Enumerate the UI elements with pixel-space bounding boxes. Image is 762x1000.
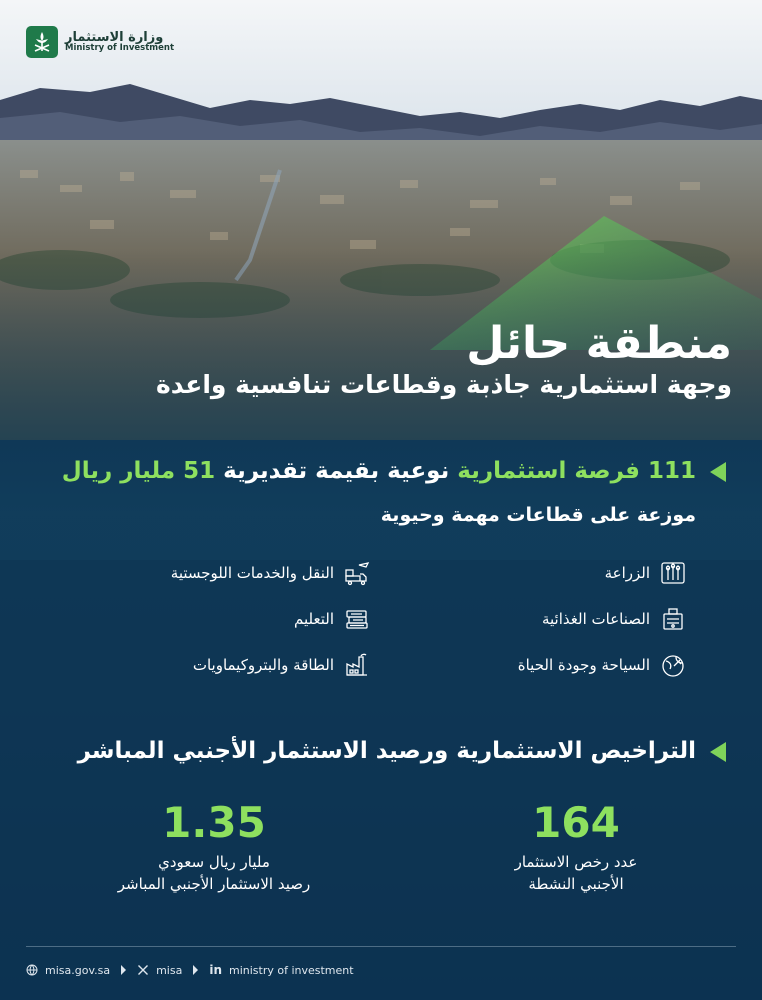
brand-name-en: Ministry of Investment bbox=[65, 43, 175, 54]
stat-label-line: مليار ريال سعودي bbox=[158, 853, 270, 871]
opportunities-value: 51 bbox=[183, 458, 216, 484]
x-logo-icon bbox=[137, 964, 149, 976]
separator-icon bbox=[121, 965, 126, 975]
sector-item bbox=[518, 652, 686, 678]
saudi-emblem-icon bbox=[26, 26, 58, 58]
sector-label: الزراعة bbox=[604, 564, 650, 582]
logistics-icon bbox=[344, 560, 370, 586]
sector-item bbox=[605, 560, 686, 586]
sector-item bbox=[193, 652, 370, 678]
sector-item bbox=[171, 560, 370, 586]
stat-value-licenses: 164 bbox=[532, 798, 620, 847]
opportunities-label: فرصة استثمارية bbox=[457, 458, 640, 484]
brand-name-ar: وزارة الاستثمار bbox=[65, 29, 164, 45]
stat-label-licenses bbox=[446, 852, 706, 896]
sector-label: الطاقة والبتروكيماويات bbox=[192, 656, 334, 674]
stat-label-line: عدد رخص الاستثمار bbox=[514, 853, 638, 871]
licenses-heading: التراخيص الاستثمارية ورصيد الاستثمار الأجنبي المباشر bbox=[77, 738, 696, 764]
opportunities-unit: مليار ريال bbox=[61, 458, 176, 484]
books-icon bbox=[344, 606, 370, 632]
stat-label-line: الأجنبي النشطة bbox=[528, 874, 624, 893]
opportunities-heading bbox=[62, 458, 696, 484]
sector-label: الصناعات الغذائية bbox=[541, 610, 650, 628]
section-arrow-icon bbox=[710, 462, 726, 482]
sector-item bbox=[294, 606, 370, 632]
factory-icon bbox=[344, 652, 370, 678]
footer bbox=[26, 963, 354, 977]
page-subtitle: وجهة استثمارية جاذبة وقطاعات تنافسية واعدة bbox=[156, 370, 732, 399]
sector-label: التعليم bbox=[294, 610, 334, 628]
separator-icon bbox=[193, 965, 198, 975]
stat-label-line: رصيد الاستثمار الأجنبي المباشر bbox=[117, 874, 311, 893]
opportunities-subline: موزعة على قطاعات مهمة وحيوية bbox=[380, 504, 696, 526]
globe-icon bbox=[26, 964, 38, 976]
x-handle-link[interactable]: misa bbox=[156, 963, 183, 977]
opportunities-count: 111 bbox=[647, 458, 696, 484]
stat-label-fdi bbox=[84, 852, 344, 896]
stat-value-fdi: 1.35 bbox=[162, 798, 266, 847]
wheat-icon bbox=[660, 560, 686, 586]
sector-item bbox=[542, 606, 686, 632]
page-title: منطقة حائل bbox=[466, 318, 732, 369]
sector-label: النقل والخدمات اللوجستية bbox=[170, 564, 334, 582]
footer-divider bbox=[26, 946, 736, 947]
sector-label: السياحة وجودة الحياة bbox=[517, 656, 650, 674]
section-arrow-icon bbox=[710, 742, 726, 762]
linkedin-link[interactable]: ministry of investment bbox=[228, 963, 354, 977]
tourism-icon bbox=[660, 652, 686, 678]
website-link[interactable]: misa.gov.sa bbox=[45, 963, 111, 977]
linkedin-icon: in bbox=[209, 963, 222, 977]
opportunities-middle: نوعية بقيمة تقديرية bbox=[223, 458, 450, 484]
ministry-logo bbox=[26, 26, 174, 58]
food-industry-icon bbox=[660, 606, 686, 632]
